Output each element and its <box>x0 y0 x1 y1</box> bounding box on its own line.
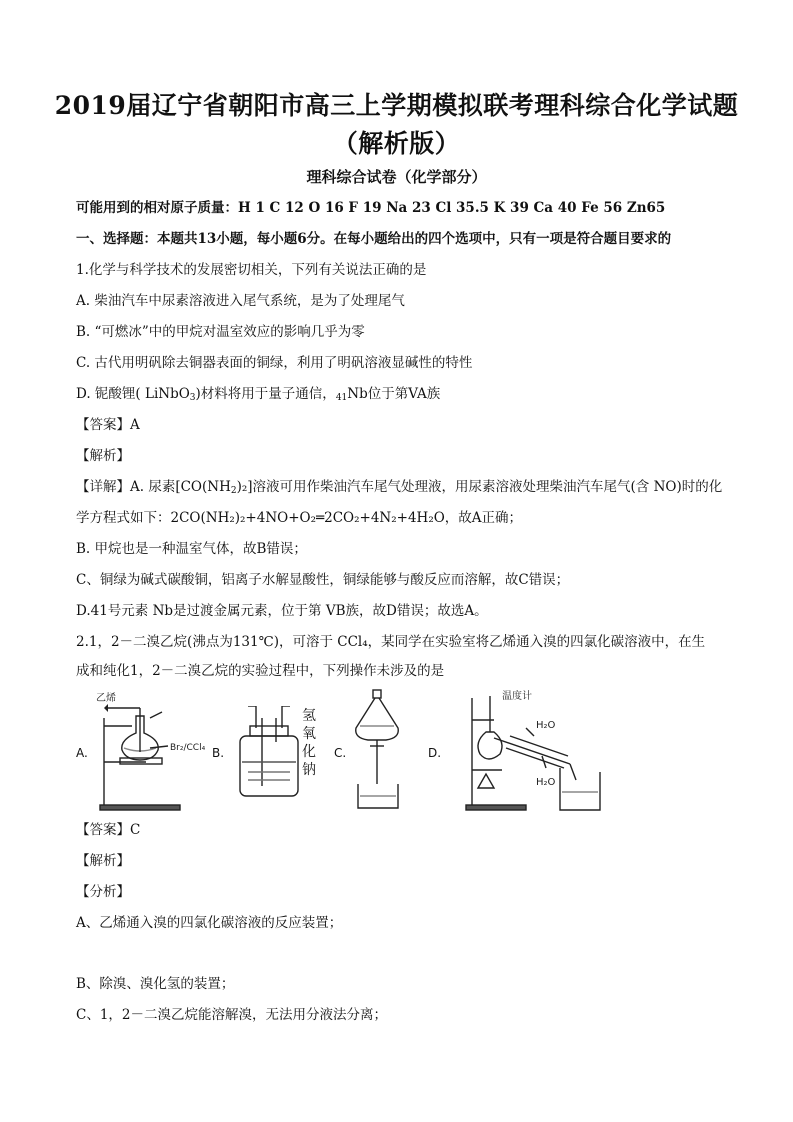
q2-fenxi-a: A、乙烯通入溴的四氯化碳溶液的反应装置； <box>76 915 343 931</box>
q1-detail-b: B. 甲烷也是一种温室气体，故B错误； <box>76 541 307 557</box>
q2-stem-line1: 2.1，2－二溴乙烷(沸点为131℃)，可溶于 CCl₄，某同学在实验室将乙烯通入溴的四氯化碳溶液中，在生 <box>76 634 706 650</box>
figure-d-label: D. <box>428 746 442 760</box>
apparatus-d-water-out-label: H₂O <box>536 777 556 788</box>
q1-detail-a <box>76 478 736 500</box>
q1-option-d-part1: D. 铌酸锂( LiNbO <box>76 386 190 402</box>
q1-option-c: C. 古代用明矾除去铜器表面的铜绿，利用了明矾溶液显碱性的特性 <box>76 355 473 371</box>
apparatus-d-water-in-label: H₂O <box>536 720 556 731</box>
q1-option-d-sub: 3 <box>189 393 196 403</box>
q1-option-a: A. 柴油汽车中尿素溶液进入尾气系统，是为了处理尾气 <box>76 293 405 309</box>
apparatus-a-gas-absorption <box>90 688 205 813</box>
apparatus-figure <box>70 688 630 813</box>
document-title-line1: 2019届辽宁省朝阳市高三上学期模拟联考理科综合化学试题 <box>54 91 739 120</box>
apparatus-b-reagent-char-2: 氧 <box>302 726 316 742</box>
q2-analysis-heading: 【解析】 <box>76 853 130 869</box>
q1-analysis-heading: 【解析】 <box>76 448 130 464</box>
apparatus-c-separatory-funnel <box>348 688 418 813</box>
q1-option-d <box>76 385 736 407</box>
apparatus-b-reagent-char-3: 化 <box>302 744 316 760</box>
q1-option-b: B. “可燃冰”中的甲烷对温室效应的影响几乎为零 <box>76 324 365 340</box>
atomic-masses-line: 可能用到的相对原子质量：H 1 C 12 O 16 F 19 Na 23 Cl 35.5 K 39 Ca 40 Fe 56 Zn65 <box>76 200 666 216</box>
document-subtitle: 理科综合试卷（化学部分） <box>306 168 487 186</box>
q1-detail-a-equation: 学方程式如下：2CO(NH₂)₂+4NO+O₂═2CO₂+4N₂+4H₂O，故A正确； <box>76 510 523 526</box>
apparatus-d-distillation <box>450 688 630 813</box>
figure-a-label: A. <box>76 746 88 760</box>
q1-detail-a-sub: 2 <box>230 486 237 496</box>
apparatus-b-reagent-char-4: 钠 <box>302 762 316 778</box>
q1-stem: 1.化学与科学技术的发展密切相关，下列有关说法正确的是 <box>76 262 427 278</box>
q2-stem-line2: 成和纯化1，2－二溴乙烷的实验过程中，下列操作未涉及的是 <box>76 663 445 679</box>
q2-fenxi-b: B、除溴、溴化氢的装置； <box>76 976 235 992</box>
q1-detail-d: D.41号元素 Nb是过渡金属元素，位于第 VB族，故D错误；故选A。 <box>76 603 488 619</box>
section-heading: 一、选择题：本题共13小题，每小题6分。在每小题给出的四个选项中，只有一项是符合题目要求的 <box>76 231 672 247</box>
document-title-line2: （解析版） <box>332 129 461 158</box>
apparatus-d-thermometer-label: 温度计 <box>502 691 532 702</box>
q1-option-d-part2: )材料将用于量子通信， <box>195 386 336 402</box>
apparatus-a-reagent-label: Br₂/CCl₄ <box>170 743 205 753</box>
figure-b-label: B. <box>212 746 225 760</box>
q2-fenxi-heading: 【分析】 <box>76 884 130 900</box>
q1-option-d-part3: Nb位于第VA族 <box>347 386 441 402</box>
q2-answer: 【答案】C <box>76 822 141 838</box>
q1-detail-a-part2: )₂]溶液可用作柴油汽车尾气处理液，用尿素溶液处理柴油汽车尾气(含 NO)时的化 <box>236 479 723 495</box>
apparatus-a-gas-label: 乙烯 <box>96 693 116 704</box>
q1-detail-c: C、铜绿为碱式碳酸铜，铝离子水解显酸性，铜绿能够与酸反应而溶解，故C错误； <box>76 572 570 588</box>
q1-option-d-prescript: 41 <box>335 393 348 403</box>
apparatus-b-reagent-char-1: 氢 <box>302 708 316 724</box>
q2-fenxi-c: C、1，2－二溴乙烷能溶解溴，无法用分液法分离； <box>76 1007 388 1023</box>
q1-detail-a-part1: 【详解】A. 尿素[CO(NH <box>76 479 231 495</box>
q1-answer: 【答案】A <box>76 417 140 433</box>
figure-c-label: C. <box>334 746 347 760</box>
